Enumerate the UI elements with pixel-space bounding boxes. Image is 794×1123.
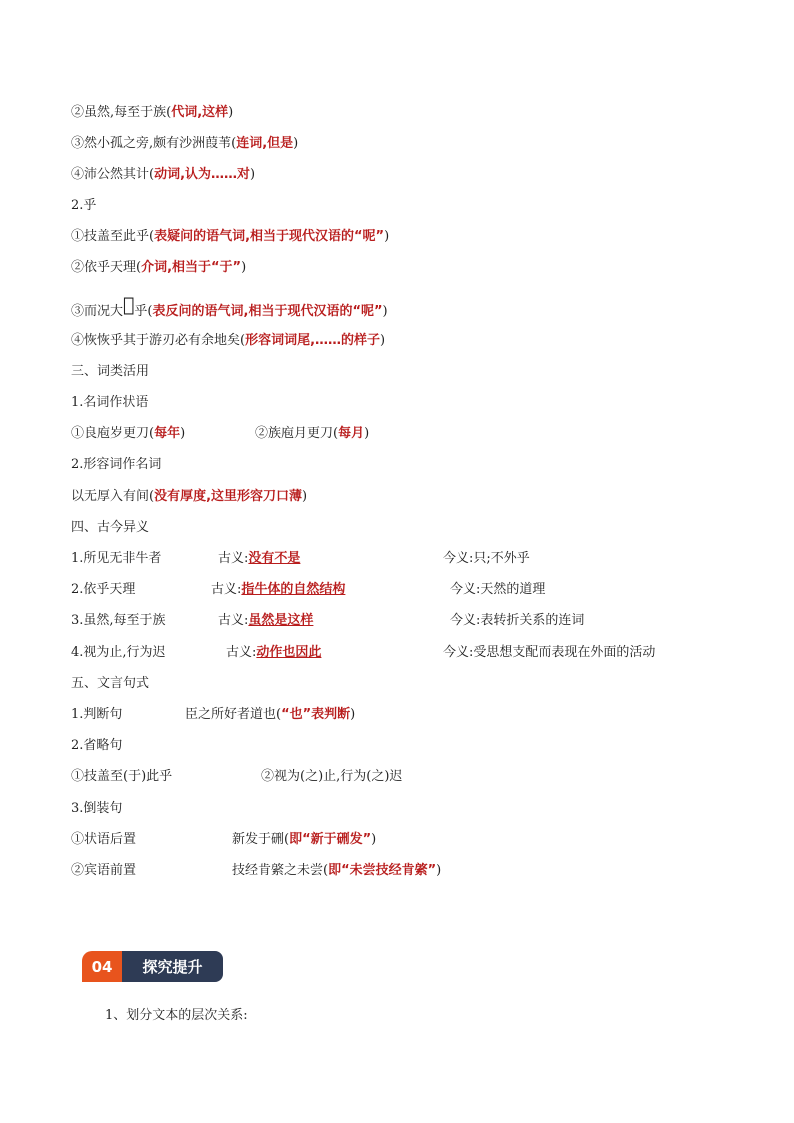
text: ①良庖岁更刀( [71,426,155,441]
text: 臣之所好者道也( [185,707,282,722]
text-line: 1、划分文本的层次关系: [105,1008,248,1023]
text: ②视为(之)止,行为(之)迟 [261,769,403,784]
text: ①状语后置 [71,832,137,847]
text-line [71,488,307,506]
text-line [71,104,233,122]
annotation: 即“新于硎发” [289,832,372,847]
subheading: 3.倒装句 [71,801,123,816]
section-banner [82,951,223,982]
section-heading: 五、文言句式 [71,676,150,691]
label: 古义: [211,582,242,597]
text: ②族庖月更刀( [255,426,339,441]
annotation: 代词,这样 [171,105,229,120]
text: ) [436,863,442,878]
subheading: 2.乎 [71,198,97,213]
gujin-ancient [226,644,321,662]
annotation: 即“未尝技经肯綮” [328,863,437,878]
text: ) [380,333,386,348]
label: 古义: [218,613,249,628]
text: ) [250,167,256,182]
section-heading: 三、词类活用 [71,364,150,379]
gujin-term: 2.依乎天理 [71,582,136,597]
annotation: 虽然是这样 [248,613,314,628]
text-line [71,831,491,849]
text: ) [350,707,356,722]
annotation: “也”表判断 [281,707,351,722]
text: ) [371,832,377,847]
text: ②依乎天理( [71,260,142,275]
text: 1.判断句 [71,707,123,722]
annotation: 没有不是 [248,551,301,566]
section-title: 探究提升 [122,951,223,982]
label: 古义: [226,645,257,660]
annotation: 动词,认为……对 [154,167,251,182]
text: ②虽然,每至于族( [71,105,172,120]
text-line [71,862,491,880]
text: ) [384,229,390,244]
text-group [232,862,441,880]
text: ④沛公然其计( [71,167,155,182]
text-line [71,166,255,184]
section-heading: 四、古今异义 [71,520,150,535]
text: ③而况大 [71,304,124,319]
text-line [71,228,389,246]
gujin-ancient [218,550,300,568]
gujin-modern: 今义:受思想支配而表现在外面的活动 [443,645,656,660]
annotation: 每年 [154,426,181,441]
text-group [232,831,376,849]
text-line [71,135,298,153]
text-group [255,425,369,443]
text: ) [228,105,234,120]
subheading: 2.形容词作名词 [71,457,162,472]
text: 新发于硎( [232,832,290,847]
gujin-term: 4.视为止,行为迟 [71,645,166,660]
text: ④恢恢乎其于游刃必有余地矣( [71,333,246,348]
gujin-modern: 今义:表转折关系的连词 [450,613,585,628]
gujin-term: 1.所见无非牛者 [71,551,162,566]
annotation: 连词,但是 [236,136,294,151]
text: 以无厚入有间( [71,489,155,504]
text: 乎( [134,304,153,319]
text-line [71,296,388,321]
label: 古义: [218,551,249,566]
annotation: 表反问的语气词,相当于现代汉语的“呢” [152,304,383,319]
text: ②宾语前置 [71,863,137,878]
section-number-badge: 04 [82,951,122,982]
annotation: 动作也因此 [256,645,322,660]
annotation: 指牛体的自然结构 [241,582,346,597]
text: ) [302,489,308,504]
annotation: 形容词词尾,……的样子 [245,333,381,348]
gujin-term: 3.虽然,每至于族 [71,613,166,628]
text: ) [364,426,370,441]
text: ③然小孤之旁,颇有沙洲葭苇( [71,136,237,151]
subheading: 2.省略句 [71,738,123,753]
text: ) [293,136,299,151]
annotation: 表疑问的语气词,相当于现代汉语的“呢” [154,229,385,244]
text: 技经肯綮之未尝( [232,863,329,878]
text-line [71,259,246,277]
text: ①技盖至(于)此乎 [71,769,173,784]
text-line [71,768,471,786]
gujin-ancient [218,612,313,630]
annotation: 介词,相当于“于” [141,260,242,275]
gujin-ancient [211,581,345,599]
text: ) [241,260,247,275]
text: ①技盖至此乎( [71,229,155,244]
gujin-modern: 今义:天然的道理 [450,582,546,597]
text-line [71,425,451,443]
annotation: 每月 [338,426,365,441]
text-group [185,706,355,724]
gujin-modern: 今义:只;不外乎 [443,551,530,566]
text: ) [180,426,186,441]
text-line [71,332,385,350]
text: ) [382,304,388,319]
rare-character: 𫜉 [123,294,135,316]
subheading: 1.名词作状语 [71,395,149,410]
annotation: 没有厚度,这里形容刀口薄 [154,489,303,504]
text-line [71,706,471,724]
